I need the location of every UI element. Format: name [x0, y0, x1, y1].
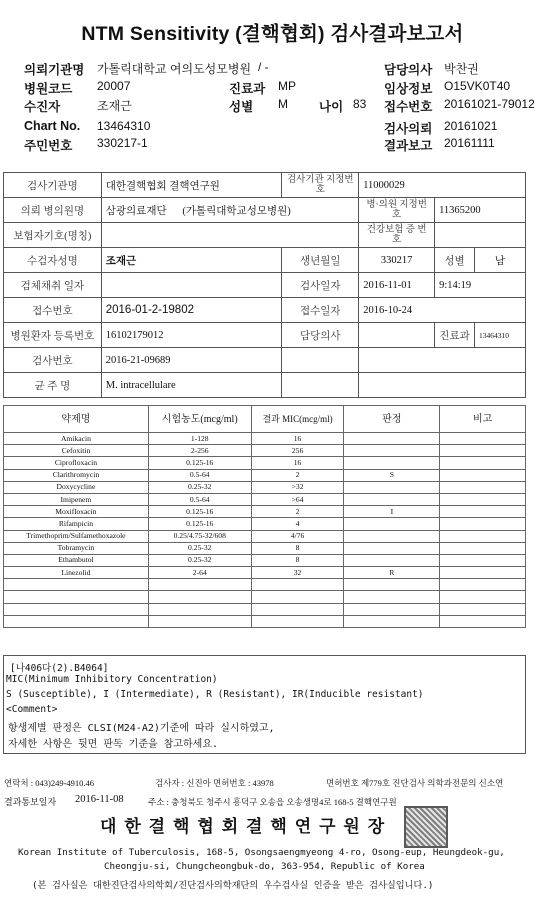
- footer-org-korean: 대 한 결 핵 협 회 결 핵 연 구 원 장: [100, 817, 386, 837]
- drug-mic: [251, 603, 344, 615]
- drug-remark: [440, 518, 526, 530]
- cell-empty-3: [282, 373, 359, 398]
- cell-insurance-no-label: 건강보험 증 번 호: [359, 223, 435, 248]
- drug-row: [4, 579, 526, 591]
- drug-concentration: 2-256: [148, 445, 251, 457]
- drug-name: Clarithromycin: [4, 469, 149, 481]
- drug-remark: [440, 506, 526, 518]
- drug-interpretation: [344, 433, 440, 445]
- label-requesting-institution: 의뢰기관명: [24, 63, 85, 77]
- drug-interpretation: [344, 530, 440, 542]
- col-header-mic: 결과 MIC(mcg/ml): [251, 406, 344, 433]
- drug-concentration: 0.5-64: [148, 493, 251, 505]
- drug-mic: [251, 591, 344, 603]
- sex: M: [278, 97, 288, 111]
- cell-agency: 대한결핵협회 결핵연구원: [101, 173, 282, 198]
- drug-mic: >32: [251, 481, 344, 493]
- cell-dob-label: 생년월일: [282, 248, 359, 273]
- footer-report-label: 결과통보일자: [4, 797, 57, 807]
- cell-doctor: [359, 323, 435, 348]
- cell-hospital-label: 의뢰 병의원명: [4, 198, 102, 223]
- drug-name: [4, 615, 149, 627]
- chart-no: 13464310: [97, 119, 151, 133]
- drug-row: [4, 506, 526, 518]
- footer-certification: (본 검사실은 대한진단검사의학회/진단검사의학재단의 우수검사실 인증을 받은 검사실입니다.): [32, 880, 434, 891]
- drug-mic: 256: [251, 445, 344, 457]
- drug-name: Linezolid: [4, 567, 149, 579]
- drug-interpretation: [344, 481, 440, 493]
- drug-interpretation: [344, 615, 440, 627]
- footer-org-english-2: Cheongju-si, Chungcheongbuk-do, 363-954, Republic of Korea: [104, 861, 425, 872]
- drug-concentration: 0.25-32: [148, 554, 251, 566]
- specimen-info-table: [3, 172, 526, 398]
- drug-susceptibility-table: [3, 405, 526, 628]
- cell-dept: 13464310: [474, 323, 525, 348]
- drug-mic: >64: [251, 493, 344, 505]
- drug-name: Ethambutol: [4, 554, 149, 566]
- label-resident-no: 주민번호: [24, 139, 73, 153]
- drug-row: [4, 518, 526, 530]
- notes-comment-label: <Comment>: [6, 704, 58, 715]
- drug-remark: [440, 591, 526, 603]
- drug-interpretation: [344, 542, 440, 554]
- drug-interpretation: [344, 445, 440, 457]
- drug-row: [4, 481, 526, 493]
- drug-remark: [440, 615, 526, 627]
- patient-name: 조재근: [97, 99, 132, 113]
- label-clinical-info: 임상정보: [384, 82, 433, 96]
- label-chart-no: Chart No.: [24, 119, 81, 133]
- drug-concentration: [148, 615, 251, 627]
- drug-interpretation: [344, 493, 440, 505]
- cell-insured: [101, 223, 358, 248]
- cell-test-date-label: 검사일자: [282, 273, 359, 298]
- cell-receipt-label: 접수번호: [4, 298, 102, 323]
- drug-name: [4, 579, 149, 591]
- department: MP: [278, 79, 296, 93]
- cell-agency-code: 11000029: [359, 173, 526, 198]
- drug-remark: [440, 530, 526, 542]
- drug-remark: [440, 567, 526, 579]
- drug-remark: [440, 445, 526, 457]
- label-age: 나이: [319, 100, 344, 114]
- notes-comment-2: 자세한 사항은 뒷면 판독 기준을 참고하세요.: [8, 739, 219, 750]
- drug-concentration: 0.5-64: [148, 469, 251, 481]
- drug-mic: [251, 615, 344, 627]
- cell-empty-4: [359, 373, 526, 398]
- drug-concentration: [148, 579, 251, 591]
- drug-row: [4, 567, 526, 579]
- cell-patient: 조재근: [101, 248, 282, 273]
- drug-remark: [440, 542, 526, 554]
- drug-concentration: 0.125-16: [148, 457, 251, 469]
- footer-license: 면허번호 제779호 진단검사 의학과전문의 신소연: [326, 778, 504, 788]
- cell-organism: M. intracellulare: [101, 373, 282, 398]
- drug-remark: [440, 433, 526, 445]
- drug-row: [4, 445, 526, 457]
- drug-concentration: 0.25-32: [148, 481, 251, 493]
- cell-receipt-date: 2016-10-24: [359, 298, 526, 323]
- label-physician: 담당의사: [384, 63, 433, 77]
- notes-box: [3, 655, 526, 754]
- notes-comment-1: 항생제별 판정은 CLSI(M24-A2)기준에 따라 실시하였고,: [8, 723, 275, 734]
- drug-row: [4, 469, 526, 481]
- footer-report-date: 2016-11-08: [75, 794, 124, 805]
- drug-mic: 4: [251, 518, 344, 530]
- cell-collect-date: [101, 273, 282, 298]
- drug-interpretation: I: [344, 506, 440, 518]
- drug-row: [4, 530, 526, 542]
- drug-mic: 8: [251, 554, 344, 566]
- drug-row: [4, 493, 526, 505]
- cell-receipt-date-label: 접수일자: [282, 298, 359, 323]
- cell-test-time: 9:14:19: [435, 273, 526, 298]
- footer-contact: 연락처 : 043)249-4910.46: [4, 778, 95, 788]
- drug-concentration: 0.25/4.75-32/608: [148, 530, 251, 542]
- drug-row: [4, 603, 526, 615]
- cell-hospital-code-label: 병·의원 지정번호: [359, 198, 435, 223]
- notes-code: [나406다(2).B4064]: [10, 663, 109, 674]
- report-title: NTM Sensitivity (결핵협회) 검사결과보고서: [81, 23, 464, 45]
- cell-sex-label: 성별: [435, 248, 475, 273]
- drug-mic: 32: [251, 567, 344, 579]
- drug-name: Rifampicin: [4, 518, 149, 530]
- drug-mic: [251, 579, 344, 591]
- hospital-code: 20007: [97, 79, 131, 93]
- drug-interpretation: [344, 518, 440, 530]
- drug-remark: [440, 457, 526, 469]
- drug-remark: [440, 493, 526, 505]
- cell-test-no: 2016-21-09689: [101, 348, 282, 373]
- drug-mic: 4/76: [251, 530, 344, 542]
- drug-concentration: 0.125-16: [148, 518, 251, 530]
- cell-dept-label: 진료과: [435, 323, 475, 348]
- cell-insurance-no: [435, 223, 526, 248]
- drug-interpretation: [344, 579, 440, 591]
- drug-name: Trimethoprim/Sulfamethoxazole: [4, 530, 149, 542]
- drug-name: Doxycycline: [4, 481, 149, 493]
- drug-name: [4, 603, 149, 615]
- label-request-date: 검사의뢰: [384, 122, 433, 136]
- cell-patient-label: 수검자성명: [4, 248, 102, 273]
- drug-mic: 16: [251, 457, 344, 469]
- age: 83: [353, 97, 367, 111]
- requesting-institution-dept: / -: [258, 60, 269, 74]
- drug-concentration: 1-128: [148, 433, 251, 445]
- hospital-sub: (가톨릭대학교성모병원): [182, 205, 291, 217]
- resident-no: 330217-1: [97, 136, 148, 150]
- drug-mic: 2: [251, 506, 344, 518]
- cell-insured-label: 보험자기호(명칭): [4, 223, 102, 248]
- label-patient: 수진자: [24, 100, 61, 114]
- col-header-drug: 약제명: [4, 406, 149, 433]
- drug-row: [4, 433, 526, 445]
- drug-mic: 16: [251, 433, 344, 445]
- cell-organism-label: 균 주 명: [4, 373, 102, 398]
- cell-reg-label: 병원환자 등록번호: [4, 323, 102, 348]
- receipt-no: 20161021-79012: [444, 97, 535, 111]
- drug-concentration: [148, 603, 251, 615]
- cell-test-no-label: 검사번호: [4, 348, 102, 373]
- footer-address: 주소 : 충청북도 청주시 흥덕구 오송읍 오송생명4로 168-5 결핵연구원: [148, 797, 397, 807]
- drug-row: [4, 554, 526, 566]
- drug-interpretation: R: [344, 567, 440, 579]
- label-department: 진료과: [229, 82, 266, 96]
- drug-concentration: 2-64: [148, 567, 251, 579]
- cell-empty-2: [359, 348, 526, 373]
- label-report-date: 결과보고: [384, 139, 433, 153]
- footer-examiner: 검사자 : 신진아 면허번호 : 43978: [155, 778, 274, 788]
- drug-interpretation: [344, 603, 440, 615]
- drug-name: Ciprofloxacin: [4, 457, 149, 469]
- label-sex: 성별: [229, 100, 254, 114]
- cell-collect-label: 검체채취 일자: [4, 273, 102, 298]
- requesting-institution: 가톨릭대학교 여의도성모병원: [97, 62, 252, 76]
- notes-legend: S (Susceptible), I (Intermediate), R (Resistant), IR(Inducible resistant): [6, 689, 424, 700]
- drug-name: Cefoxitin: [4, 445, 149, 457]
- label-hospital-code: 병원코드: [24, 82, 73, 96]
- drug-concentration: [148, 591, 251, 603]
- drug-interpretation: S: [344, 469, 440, 481]
- cell-receipt-no: 2016-01-2-19802: [101, 298, 282, 323]
- cell-dob: 330217: [359, 248, 435, 273]
- cell-hospital: [101, 198, 358, 223]
- drug-remark: [440, 469, 526, 481]
- hospital-name: 삼광의료재단: [105, 205, 167, 217]
- drug-interpretation: [344, 591, 440, 603]
- drug-row: [4, 542, 526, 554]
- cell-reg-no: 16102179012: [101, 323, 282, 348]
- col-header-concentration: 시험농도(mcg/ml): [148, 406, 251, 433]
- cell-agency-label: 검사기관명: [4, 173, 102, 198]
- drug-concentration: 0.25-32: [148, 542, 251, 554]
- physician: 박찬권: [444, 62, 479, 76]
- col-header-remark: 비고: [440, 406, 526, 433]
- drug-name: Amikacin: [4, 433, 149, 445]
- cell-hospital-code: 11365200: [435, 198, 526, 223]
- cell-doctor-label: 담당의사: [282, 323, 359, 348]
- drug-name: Imipenem: [4, 493, 149, 505]
- drug-interpretation: [344, 457, 440, 469]
- col-header-interpretation: 판정: [344, 406, 440, 433]
- official-seal: [404, 806, 448, 848]
- notes-mic-def: MIC(Minimum Inhibitory Concentration): [6, 674, 218, 685]
- request-date: 20161021: [444, 119, 498, 133]
- cell-sex: 남: [474, 248, 525, 273]
- drug-row: [4, 457, 526, 469]
- drug-mic: 8: [251, 542, 344, 554]
- drug-row: [4, 615, 526, 627]
- footer-org-english-1: Korean Institute of Tuberculosis, 168-5, Osongsaengmyeong 4-ro, Osong-eup, Heungdeok-gu,: [18, 847, 505, 858]
- cell-empty-1: [282, 348, 359, 373]
- drug-remark: [440, 603, 526, 615]
- cell-test-date: 2016-11-01: [359, 273, 435, 298]
- drug-mic: 2: [251, 469, 344, 481]
- drug-remark: [440, 554, 526, 566]
- report-date: 20161111: [444, 136, 495, 150]
- drug-row: [4, 591, 526, 603]
- drug-concentration: 0.125-16: [148, 506, 251, 518]
- drug-name: [4, 591, 149, 603]
- drug-name: Moxifloxacin: [4, 506, 149, 518]
- drug-name: Tobramycin: [4, 542, 149, 554]
- drug-remark: [440, 481, 526, 493]
- drug-interpretation: [344, 554, 440, 566]
- cell-agency-code-label: 검사기관 지정번호: [282, 173, 359, 198]
- drug-remark: [440, 579, 526, 591]
- label-receipt-no: 접수번호: [384, 100, 433, 114]
- clinical-info: O15VK0T40: [444, 79, 511, 93]
